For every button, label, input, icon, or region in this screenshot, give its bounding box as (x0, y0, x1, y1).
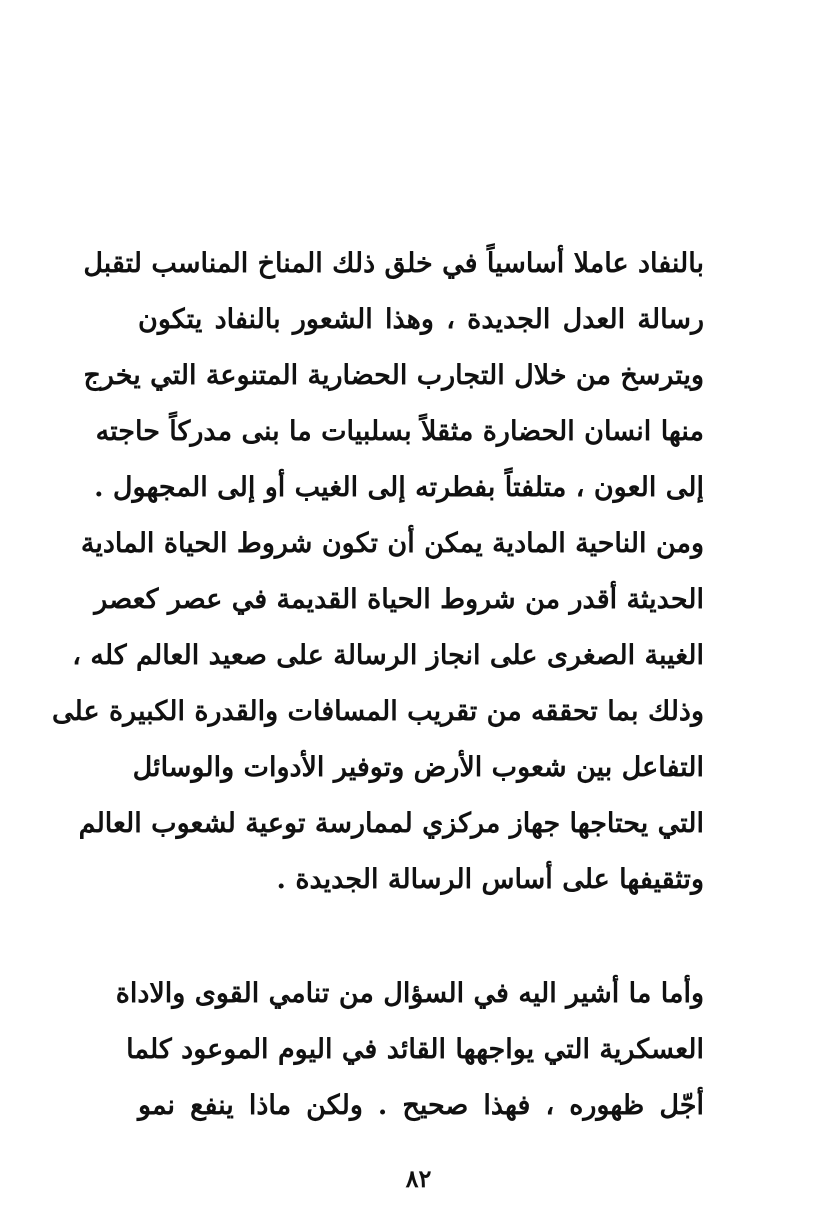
text-line: وذلك بما تحققه من تقريب المسافات والقدرة الكبيرة على (52, 696, 704, 727)
text-line: التفاعل بين شعوب الأرض وتوفير الأدوات والوسائل (132, 752, 704, 783)
paragraph-1 (52, 236, 704, 908)
text-line: إلى العون ، متلفتاً بفطرته إلى الغيب أو إلى المجهول . (94, 472, 704, 503)
text-line: الحديثة أقدر من شروط الحياة القديمة في عصر كعصر (94, 584, 704, 615)
text-line: بالنفاد عاملا أساسياً في خلق ذلك المناخ المناسب لتقبل (83, 248, 704, 279)
text-line: التي يحتاجها جهاز مركزي لممارسة توعية لشعوب العالم (78, 808, 704, 839)
text-line: الغيبة الصغرى على انجاز الرسالة على صعيد العالم كله ، (72, 640, 704, 671)
text-line: ويترسخ من خلال التجارب الحضارية المتنوعة التي يخرج (83, 360, 704, 391)
text-line-last: وتثقيفها على أساس الرسالة الجديدة . (276, 864, 704, 895)
text-line: أجّل ظهوره ، فهذا صحيح . ولكن ماذا ينفع نمو (138, 1090, 704, 1121)
text-line: رسالة العدل الجديدة ، وهذا الشعور بالنفاد يتكون (138, 304, 704, 335)
page-number: ٨٢ (405, 1164, 432, 1193)
paragraph-2 (115, 966, 704, 1134)
text-line: منها انسان الحضارة مثقلاً بسلبيات ما بنى مدركاً حاجته (95, 416, 704, 447)
text-line: العسكرية التي يواجهها القائد في اليوم الموعود كلما (126, 1034, 704, 1065)
text-line: وأما ما أشير اليه في السؤال من تنامي القوى والاداة (115, 978, 704, 1009)
text-line: ومن الناحية المادية يمكن أن تكون شروط الحياة المادية (80, 528, 704, 559)
